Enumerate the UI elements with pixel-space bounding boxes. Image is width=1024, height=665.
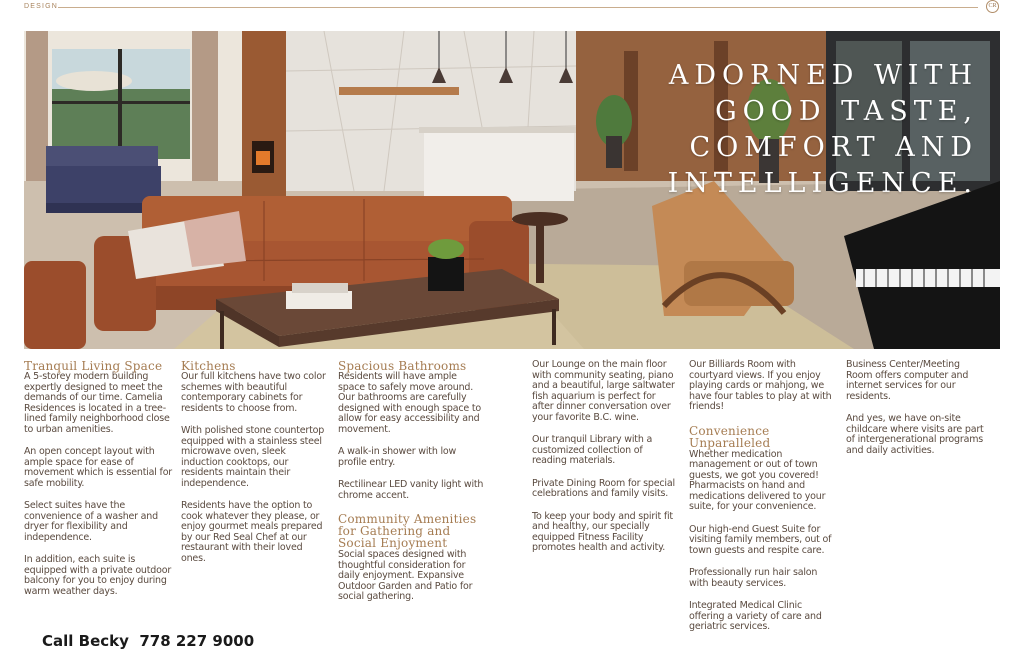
body-paragraph: Select suites have the convenience of a washer and dryer for flexibility and independence.: [24, 500, 158, 543]
column-kitchens: [181, 360, 329, 576]
column-business-center: [846, 360, 988, 468]
section-heading-convenience: Convenience Unparalleled: [689, 423, 771, 450]
body-paragraph: Our high-end Guest Suite for visiting family members, out of town guests and respite care.: [689, 523, 832, 556]
section-heading: Tranquil Living Space: [24, 359, 163, 373]
body-paragraph: Rectilinear LED vanity light with chrome accent.: [338, 479, 484, 501]
column-lounge: [532, 360, 678, 566]
body-paragraph: And yes, we have on-site childcare where visits are part of intergenerational programs and daily activities.: [846, 413, 984, 456]
headline-line: INTELLIGENCE.: [667, 168, 978, 199]
body-paragraph: A 5-storey modern building expertly designed to meet the demands of our time. Camelia Residences is located in a tree-lined family neighborhood close to urban amenities.: [24, 371, 170, 435]
monogram-logo: CR: [986, 0, 999, 13]
body-paragraph: Professionally run hair salon with beauty services.: [689, 567, 818, 589]
body-paragraph: Our tranquil Library with a customized collection of reading materials.: [532, 434, 653, 466]
body-paragraph: An open concept layout with ample space for ease of movement which is essential for safe mobility.: [24, 446, 173, 489]
column-tranquil-living: [24, 360, 174, 609]
section-heading-community: Community Amenities for Gathering and Social Enjoyment: [338, 512, 477, 550]
body-paragraph: Whether medication management or out of town guests, we got you covered! Pharmacists on hand and medications delivered to your suite, for your convenience.: [689, 448, 826, 512]
headline-line: COMFORT AND: [689, 132, 978, 163]
body-paragraph: Our full kitchens have two color schemes with beautiful contemporary cabinets for residents to choose from.: [181, 371, 326, 414]
body-paragraph: To keep your body and spirit fit and healthy, our specially equipped Fitness Facility promotes health and activity.: [532, 510, 673, 553]
body-paragraph: Integrated Medical Clinic offering a variety of care and geriatric services.: [689, 600, 822, 632]
headline-line: ADORNED WITH: [668, 60, 978, 91]
header-rule: [58, 7, 978, 8]
call-to-action-phone: Call Becky 778 227 9000: [42, 632, 255, 650]
section-heading: Spacious Bathrooms: [338, 359, 467, 373]
body-paragraph: Social spaces designed with thoughtful consideration for daily enjoyment. Expansive Outdoor Garden and Patio for social gathering.: [338, 549, 473, 602]
column-bathrooms: [338, 360, 486, 615]
body-paragraph: Residents will have ample space to safely move around. Our bathrooms are carefully designed with enough space to allow for easy accessibility and movement.: [338, 371, 481, 435]
section-label: DESIGN: [24, 3, 59, 10]
body-paragraph: With polished stone countertop equipped with a stainless steel microwave oven, sleek induction cooktops, our residents maintain their independence.: [181, 425, 325, 489]
headline-line: GOOD TASTE,: [715, 96, 978, 127]
body-paragraph: A walk-in shower with low profile entry.: [338, 446, 457, 468]
body-paragraph: Residents have the option to cook whatever they please, or enjoy gourmet meals prepared by our Red Seal Chef at our restaurant with their loved ones.: [181, 500, 323, 564]
hero-headline: [558, 58, 978, 202]
body-paragraph: Our Lounge on the main floor with community seating, piano and a beautiful, large saltwater fish aquarium is perfect for after dinner conversation over your favorite B.C. wine.: [532, 359, 675, 423]
body-paragraph: Private Dining Room for special celebrations and family visits.: [532, 477, 675, 499]
body-paragraph: Business Center/Meeting Room offers computer and internet services for our residents.: [846, 359, 969, 402]
section-heading: Kitchens: [181, 359, 236, 373]
page-header: [0, 0, 1024, 16]
body-paragraph: In addition, each suite is equipped with a private outdoor balcony for you to enjoy during warm weather days.: [24, 554, 172, 597]
hero-lounge-image: [24, 31, 1000, 349]
column-convenience: [689, 360, 839, 645]
body-paragraph: Our Billiards Room with courtyard views. If you enjoy playing cards or mahjong, we have four tables to play at with friends!: [689, 359, 832, 412]
